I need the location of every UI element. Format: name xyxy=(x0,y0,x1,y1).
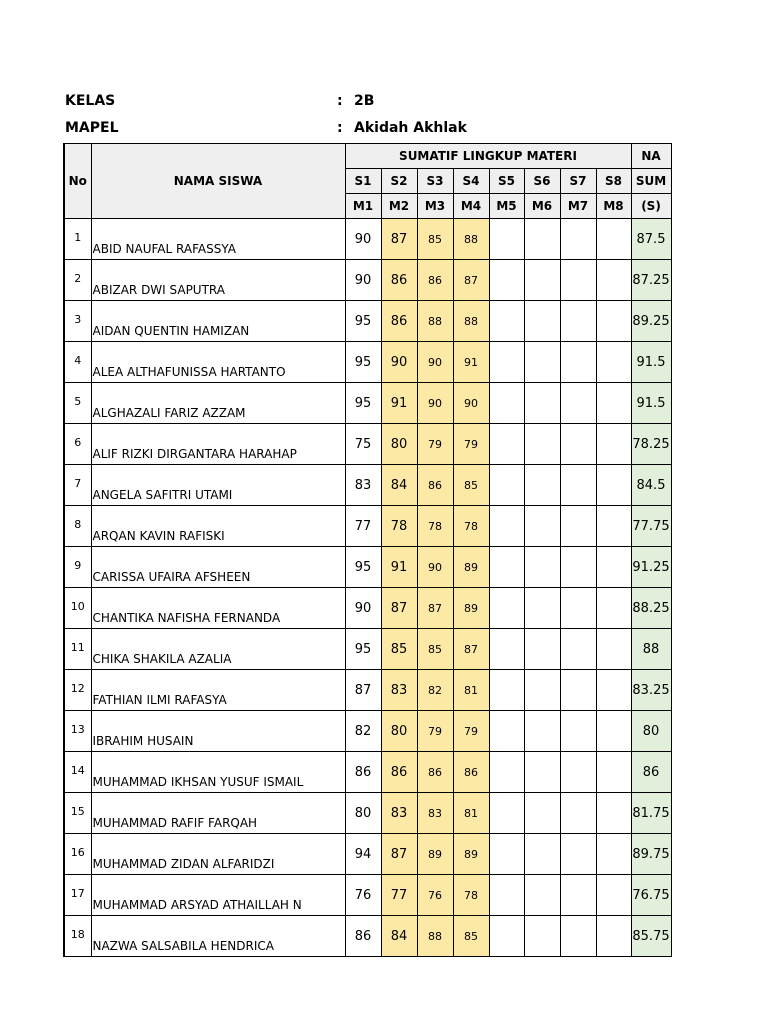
score-s2: 77 xyxy=(381,875,417,916)
header-s2: S2 xyxy=(381,169,417,194)
score-s3: 76 xyxy=(417,875,453,916)
final-score: 80 xyxy=(631,711,671,752)
final-score: 83.25 xyxy=(631,670,671,711)
header-s-unit: (S) xyxy=(631,194,671,219)
score-s1: 95 xyxy=(345,342,381,383)
score-s4: 87 xyxy=(453,260,489,301)
score-s1: 94 xyxy=(345,834,381,875)
row-number: 10 xyxy=(64,588,91,629)
score-s5 xyxy=(489,260,524,301)
final-score: 81.75 xyxy=(631,793,671,834)
score-s4: 79 xyxy=(453,424,489,465)
score-s5 xyxy=(489,547,524,588)
score-s4: 89 xyxy=(453,834,489,875)
score-s3: 79 xyxy=(417,711,453,752)
score-s7 xyxy=(560,916,596,957)
final-score: 84.5 xyxy=(631,465,671,506)
student-name: ABID NAUFAL RAFASSYA xyxy=(91,219,345,260)
final-score: 77.75 xyxy=(631,506,671,547)
score-s5 xyxy=(489,588,524,629)
table-row xyxy=(64,629,671,670)
score-s2: 84 xyxy=(381,916,417,957)
score-s2: 84 xyxy=(381,465,417,506)
score-s2: 80 xyxy=(381,424,417,465)
score-s2: 85 xyxy=(381,629,417,670)
score-s4: 81 xyxy=(453,670,489,711)
row-number: 16 xyxy=(64,834,91,875)
table-row xyxy=(64,711,671,752)
table-row xyxy=(64,301,671,342)
score-s1: 82 xyxy=(345,711,381,752)
score-s5 xyxy=(489,424,524,465)
score-s5 xyxy=(489,752,524,793)
final-score: 85.75 xyxy=(631,916,671,957)
score-s1: 95 xyxy=(345,547,381,588)
score-s2: 80 xyxy=(381,711,417,752)
score-s8 xyxy=(596,301,631,342)
score-s4: 85 xyxy=(453,465,489,506)
score-s3: 85 xyxy=(417,629,453,670)
score-s8 xyxy=(596,752,631,793)
score-s6 xyxy=(524,793,560,834)
score-s1: 95 xyxy=(345,383,381,424)
row-number: 2 xyxy=(64,260,91,301)
score-s2: 87 xyxy=(381,588,417,629)
score-s8 xyxy=(596,383,631,424)
final-score: 78.25 xyxy=(631,424,671,465)
table-row xyxy=(64,752,671,793)
score-s6 xyxy=(524,834,560,875)
score-s5 xyxy=(489,711,524,752)
score-s6 xyxy=(524,916,560,957)
table-row xyxy=(64,342,671,383)
score-s1: 86 xyxy=(345,916,381,957)
row-number: 1 xyxy=(64,219,91,260)
mapel-label: MAPEL xyxy=(65,120,119,136)
score-s8 xyxy=(596,793,631,834)
score-s6 xyxy=(524,875,560,916)
score-s3: 85 xyxy=(417,219,453,260)
score-s4: 88 xyxy=(453,301,489,342)
score-s3: 79 xyxy=(417,424,453,465)
row-number: 11 xyxy=(64,629,91,670)
final-score: 91.5 xyxy=(631,342,671,383)
score-s6 xyxy=(524,711,560,752)
score-s6 xyxy=(524,629,560,670)
score-s5 xyxy=(489,916,524,957)
score-s6 xyxy=(524,383,560,424)
score-s5 xyxy=(489,875,524,916)
student-name: IBRAHIM HUSAIN xyxy=(91,711,345,752)
score-s7 xyxy=(560,875,596,916)
table-row xyxy=(64,260,671,301)
table-row xyxy=(64,506,671,547)
score-s4: 89 xyxy=(453,588,489,629)
score-s2: 91 xyxy=(381,547,417,588)
student-name: CHANTIKA NAFISHA FERNANDA xyxy=(91,588,345,629)
score-s3: 90 xyxy=(417,342,453,383)
row-number: 9 xyxy=(64,547,91,588)
score-s7 xyxy=(560,260,596,301)
score-s8 xyxy=(596,219,631,260)
kelas-value: 2B xyxy=(354,93,375,109)
score-s5 xyxy=(489,301,524,342)
student-name: ABIZAR DWI SAPUTRA xyxy=(91,260,345,301)
row-number: 14 xyxy=(64,752,91,793)
score-s8 xyxy=(596,506,631,547)
score-s3: 88 xyxy=(417,301,453,342)
header-s7: S7 xyxy=(560,169,596,194)
score-s8 xyxy=(596,260,631,301)
table-row xyxy=(64,465,671,506)
row-number: 18 xyxy=(64,916,91,957)
final-score: 88 xyxy=(631,629,671,670)
score-s7 xyxy=(560,506,596,547)
table-row xyxy=(64,670,671,711)
score-s6 xyxy=(524,670,560,711)
score-s8 xyxy=(596,834,631,875)
score-s4: 91 xyxy=(453,342,489,383)
row-number: 12 xyxy=(64,670,91,711)
score-s3: 87 xyxy=(417,588,453,629)
score-s2: 87 xyxy=(381,219,417,260)
score-s5 xyxy=(489,793,524,834)
header-m2: M2 xyxy=(381,194,417,219)
score-s3: 90 xyxy=(417,547,453,588)
score-s6 xyxy=(524,424,560,465)
row-number: 13 xyxy=(64,711,91,752)
score-s2: 78 xyxy=(381,506,417,547)
score-s7 xyxy=(560,711,596,752)
score-s7 xyxy=(560,424,596,465)
score-s5 xyxy=(489,342,524,383)
score-s5 xyxy=(489,383,524,424)
score-s1: 90 xyxy=(345,219,381,260)
header-na: NA xyxy=(631,144,671,169)
score-s3: 78 xyxy=(417,506,453,547)
score-s6 xyxy=(524,219,560,260)
score-s8 xyxy=(596,875,631,916)
score-s4: 86 xyxy=(453,752,489,793)
score-s7 xyxy=(560,629,596,670)
score-s8 xyxy=(596,916,631,957)
final-score: 87.5 xyxy=(631,219,671,260)
score-s1: 80 xyxy=(345,793,381,834)
header-s3: S3 xyxy=(417,169,453,194)
score-s8 xyxy=(596,465,631,506)
score-s2: 86 xyxy=(381,301,417,342)
score-s2: 83 xyxy=(381,670,417,711)
score-s4: 87 xyxy=(453,629,489,670)
score-s7 xyxy=(560,670,596,711)
score-s3: 86 xyxy=(417,260,453,301)
table-row xyxy=(64,793,671,834)
header-m3: M3 xyxy=(417,194,453,219)
row-number: 8 xyxy=(64,506,91,547)
row-number: 4 xyxy=(64,342,91,383)
student-name: CARISSA UFAIRA AFSHEEN xyxy=(91,547,345,588)
student-name: CHIKA SHAKILA AZALIA xyxy=(91,629,345,670)
score-s7 xyxy=(560,465,596,506)
header-m8: M8 xyxy=(596,194,631,219)
table-row xyxy=(64,219,671,260)
score-s1: 75 xyxy=(345,424,381,465)
score-s1: 95 xyxy=(345,301,381,342)
score-s5 xyxy=(489,506,524,547)
header-sum: SUM xyxy=(631,169,671,194)
row-number: 15 xyxy=(64,793,91,834)
table-row xyxy=(64,916,671,957)
score-s2: 90 xyxy=(381,342,417,383)
score-s1: 90 xyxy=(345,260,381,301)
score-s4: 78 xyxy=(453,875,489,916)
score-s2: 83 xyxy=(381,793,417,834)
score-s7 xyxy=(560,383,596,424)
score-s2: 86 xyxy=(381,752,417,793)
student-name: MUHAMMAD ARSYAD ATHAILLAH N xyxy=(91,875,345,916)
score-s3: 90 xyxy=(417,383,453,424)
final-score: 87.25 xyxy=(631,260,671,301)
student-name: ALIF RIZKI DIRGANTARA HARAHAP xyxy=(91,424,345,465)
score-s1: 83 xyxy=(345,465,381,506)
score-s6 xyxy=(524,465,560,506)
score-s2: 91 xyxy=(381,383,417,424)
score-s5 xyxy=(489,670,524,711)
score-s4: 89 xyxy=(453,547,489,588)
score-s5 xyxy=(489,219,524,260)
header-sumatif-group: SUMATIF LINGKUP MATERI xyxy=(345,144,631,169)
score-s1: 76 xyxy=(345,875,381,916)
final-score: 86 xyxy=(631,752,671,793)
score-s6 xyxy=(524,588,560,629)
score-s7 xyxy=(560,752,596,793)
row-number: 3 xyxy=(64,301,91,342)
score-s1: 90 xyxy=(345,588,381,629)
score-s8 xyxy=(596,711,631,752)
final-score: 91.5 xyxy=(631,383,671,424)
score-s3: 86 xyxy=(417,752,453,793)
score-s8 xyxy=(596,342,631,383)
score-s3: 88 xyxy=(417,916,453,957)
table-row xyxy=(64,424,671,465)
score-s7 xyxy=(560,301,596,342)
score-s7 xyxy=(560,834,596,875)
score-s7 xyxy=(560,588,596,629)
table-header xyxy=(64,144,671,219)
score-s7 xyxy=(560,547,596,588)
score-s2: 86 xyxy=(381,260,417,301)
row-number: 6 xyxy=(64,424,91,465)
header-s8: S8 xyxy=(596,169,631,194)
student-name: MUHAMMAD ZIDAN ALFARIDZI xyxy=(91,834,345,875)
score-s4: 85 xyxy=(453,916,489,957)
table-row xyxy=(64,834,671,875)
student-name: MUHAMMAD IKHSAN YUSUF ISMAIL xyxy=(91,752,345,793)
final-score: 76.75 xyxy=(631,875,671,916)
table-row xyxy=(64,588,671,629)
score-s1: 86 xyxy=(345,752,381,793)
score-s1: 87 xyxy=(345,670,381,711)
score-s4: 90 xyxy=(453,383,489,424)
final-score: 91.25 xyxy=(631,547,671,588)
grade-table xyxy=(63,143,672,957)
student-name: MUHAMMAD RAFIF FARQAH xyxy=(91,793,345,834)
final-score: 89.75 xyxy=(631,834,671,875)
table-body xyxy=(64,219,671,957)
table-row xyxy=(64,875,671,916)
score-s3: 82 xyxy=(417,670,453,711)
header-s1: S1 xyxy=(345,169,381,194)
final-score: 88.25 xyxy=(631,588,671,629)
header-m5: M5 xyxy=(489,194,524,219)
score-s8 xyxy=(596,629,631,670)
score-s1: 95 xyxy=(345,629,381,670)
score-s6 xyxy=(524,301,560,342)
score-s8 xyxy=(596,588,631,629)
score-s6 xyxy=(524,342,560,383)
final-score: 89.25 xyxy=(631,301,671,342)
score-s6 xyxy=(524,506,560,547)
header-s4: S4 xyxy=(453,169,489,194)
score-s2: 87 xyxy=(381,834,417,875)
score-s8 xyxy=(596,424,631,465)
header-m6: M6 xyxy=(524,194,560,219)
score-s7 xyxy=(560,219,596,260)
row-number: 7 xyxy=(64,465,91,506)
student-name: FATHIAN ILMI RAFASYA xyxy=(91,670,345,711)
score-s5 xyxy=(489,834,524,875)
score-s5 xyxy=(489,629,524,670)
score-s3: 86 xyxy=(417,465,453,506)
score-s6 xyxy=(524,260,560,301)
student-name: ANGELA SAFITRI UTAMI xyxy=(91,465,345,506)
table-row xyxy=(64,547,671,588)
student-name: AIDAN QUENTIN HAMIZAN xyxy=(91,301,345,342)
score-s1: 77 xyxy=(345,506,381,547)
student-name: ARQAN KAVIN RAFISKI xyxy=(91,506,345,547)
mapel-value: Akidah Akhlak xyxy=(354,120,467,136)
header-m4: M4 xyxy=(453,194,489,219)
table-row xyxy=(64,383,671,424)
score-s3: 83 xyxy=(417,793,453,834)
row-number: 17 xyxy=(64,875,91,916)
mapel-colon: : xyxy=(337,120,343,136)
score-s6 xyxy=(524,752,560,793)
score-s7 xyxy=(560,342,596,383)
student-name: ALGHAZALI FARIZ AZZAM xyxy=(91,383,345,424)
score-s3: 89 xyxy=(417,834,453,875)
score-s4: 78 xyxy=(453,506,489,547)
header-nama-siswa: NAMA SISWA xyxy=(91,144,345,219)
kelas-colon: : xyxy=(337,93,343,109)
score-s4: 81 xyxy=(453,793,489,834)
score-s5 xyxy=(489,465,524,506)
header-m1: M1 xyxy=(345,194,381,219)
header-s5: S5 xyxy=(489,169,524,194)
score-s6 xyxy=(524,547,560,588)
score-s7 xyxy=(560,793,596,834)
student-name: ALEA ALTHAFUNISSA HARTANTO xyxy=(91,342,345,383)
score-s8 xyxy=(596,547,631,588)
score-s4: 88 xyxy=(453,219,489,260)
header-m7: M7 xyxy=(560,194,596,219)
header-no: No xyxy=(64,144,91,219)
score-s8 xyxy=(596,670,631,711)
score-s4: 79 xyxy=(453,711,489,752)
kelas-label: KELAS xyxy=(65,93,116,109)
header-s6: S6 xyxy=(524,169,560,194)
student-name: NAZWA SALSABILA HENDRICA xyxy=(91,916,345,957)
row-number: 5 xyxy=(64,383,91,424)
